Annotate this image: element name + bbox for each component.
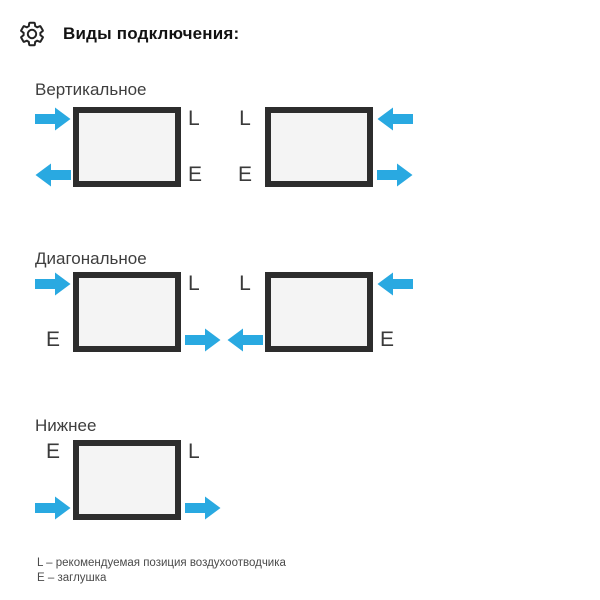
corner-slot-right bbox=[181, 272, 225, 352]
arrow-left-icon bbox=[35, 163, 71, 187]
corner-slot-right bbox=[373, 107, 417, 187]
arrow-right-icon bbox=[35, 272, 71, 296]
port-label-plug: E bbox=[45, 328, 60, 351]
port-label-air-vent: L bbox=[239, 107, 251, 130]
legend bbox=[37, 556, 600, 586]
port-label-plug: E bbox=[188, 163, 203, 186]
radiator-diagram bbox=[33, 440, 225, 520]
section-label: Нижнее bbox=[35, 416, 97, 435]
arrow-right-icon bbox=[35, 107, 71, 131]
corner-slot-left bbox=[225, 272, 265, 352]
arrow-left-icon bbox=[227, 328, 263, 352]
section-bottom bbox=[0, 415, 600, 520]
corner-slot-left bbox=[33, 272, 73, 352]
arrow-left-icon bbox=[377, 107, 413, 131]
legend-line-plug: E – заглушка bbox=[37, 572, 107, 584]
radiator-diagram bbox=[33, 107, 225, 187]
section-label: Вертикальное bbox=[35, 80, 147, 99]
port-label-plug: E bbox=[237, 163, 252, 186]
corner-slot-left bbox=[33, 107, 73, 187]
diagram-row bbox=[33, 107, 600, 187]
radiator-box bbox=[265, 107, 373, 187]
port-label-air-vent: L bbox=[239, 272, 251, 295]
section-diagonal bbox=[0, 248, 600, 352]
port-label-air-vent: L bbox=[188, 107, 200, 130]
diagram-row bbox=[33, 272, 600, 352]
arrow-right-icon bbox=[185, 328, 221, 352]
radiator-box bbox=[265, 272, 373, 352]
gear-icon bbox=[18, 20, 46, 48]
port-label-plug: E bbox=[45, 440, 60, 463]
page-title: Виды подключения: bbox=[63, 24, 240, 43]
corner-slot-left bbox=[33, 440, 73, 520]
radiator-diagram bbox=[225, 272, 417, 352]
section-vertical bbox=[0, 79, 600, 187]
corner-slot-right bbox=[181, 440, 225, 520]
corner-slot-right bbox=[373, 272, 417, 352]
radiator-box bbox=[73, 440, 181, 520]
section-label: Диагональное bbox=[35, 249, 147, 268]
port-label-air-vent: L bbox=[188, 440, 200, 463]
header bbox=[18, 20, 600, 48]
radiator-diagram bbox=[225, 107, 417, 187]
radiator-box bbox=[73, 107, 181, 187]
port-label-plug: E bbox=[380, 328, 395, 351]
corner-slot-right bbox=[181, 107, 225, 187]
arrow-right-icon bbox=[35, 496, 71, 520]
corner-slot-left bbox=[225, 107, 265, 187]
radiator-box bbox=[73, 272, 181, 352]
diagram-row bbox=[33, 440, 600, 520]
arrow-right-icon bbox=[377, 163, 413, 187]
port-label-air-vent: L bbox=[188, 272, 200, 295]
radiator-diagram bbox=[33, 272, 225, 352]
arrow-left-icon bbox=[377, 272, 413, 296]
arrow-right-icon bbox=[185, 496, 221, 520]
legend-line-air-vent: L – рекомендуемая позиция воздухоотводчика bbox=[37, 557, 286, 569]
